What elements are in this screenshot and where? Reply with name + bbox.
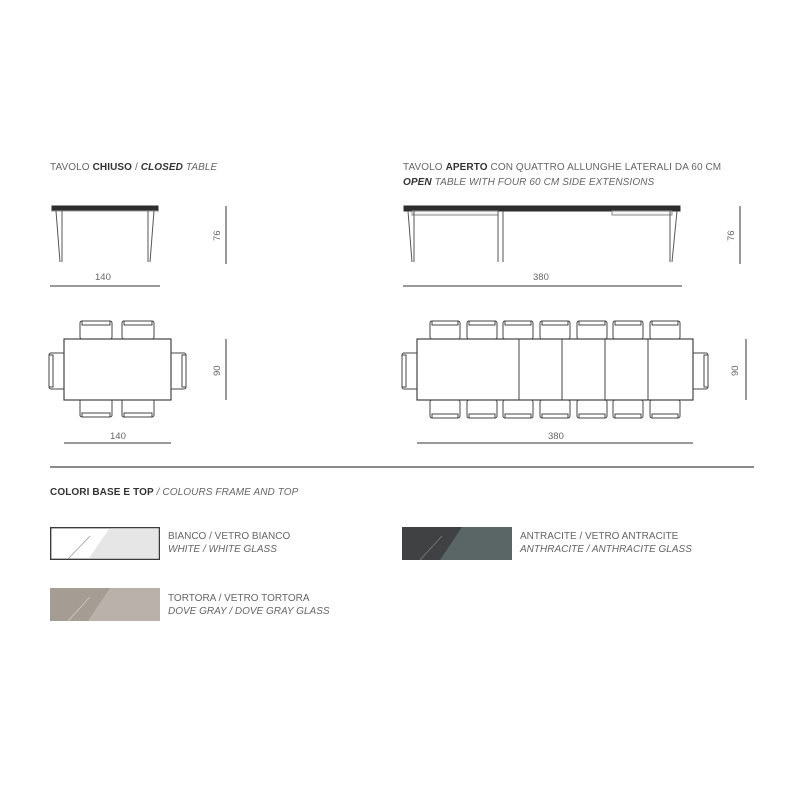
colors-heading: COLORI BASE E TOP / COLOURS FRAME AND TOP — [50, 487, 299, 498]
open-side-view — [403, 206, 740, 286]
closed-top-depth: 90 — [212, 365, 223, 376]
swatch-dove-gray — [50, 588, 160, 621]
open-top-view — [402, 321, 746, 443]
swatch-anthracite — [402, 527, 512, 560]
open-top-width: 380 — [548, 431, 564, 442]
closed-side-view — [50, 206, 226, 286]
open-table-subtitle: OPEN TABLE WITH FOUR 60 CM SIDE EXTENSIONS — [403, 177, 655, 188]
open-side-height: 76 — [726, 230, 737, 241]
closed-table-title: TAVOLO CHIUSO / CLOSED TABLE — [50, 162, 218, 173]
open-side-width: 380 — [533, 272, 549, 283]
open-table-title: TAVOLO APERTO CON QUATTRO ALLUNGHE LATERALI DA 60 CM — [403, 162, 722, 173]
swatch-dove-gray-label: TORTORA / VETRO TORTORA DOVE GRAY / DOVE GRAY GLASS — [168, 593, 330, 617]
closed-side-width: 140 — [95, 272, 111, 283]
swatch-white-label: BIANCO / VETRO BIANCO WHITE / WHITE GLASS — [168, 531, 291, 555]
closed-top-view — [49, 321, 226, 443]
open-top-depth: 90 — [730, 365, 741, 376]
swatch-white — [50, 527, 160, 560]
closed-top-width: 140 — [110, 431, 126, 442]
closed-side-height: 76 — [212, 230, 223, 241]
swatch-anthracite-label: ANTRACITE / VETRO ANTRACITE ANTHRACITE / ANTHRACITE GLASS — [520, 531, 692, 555]
